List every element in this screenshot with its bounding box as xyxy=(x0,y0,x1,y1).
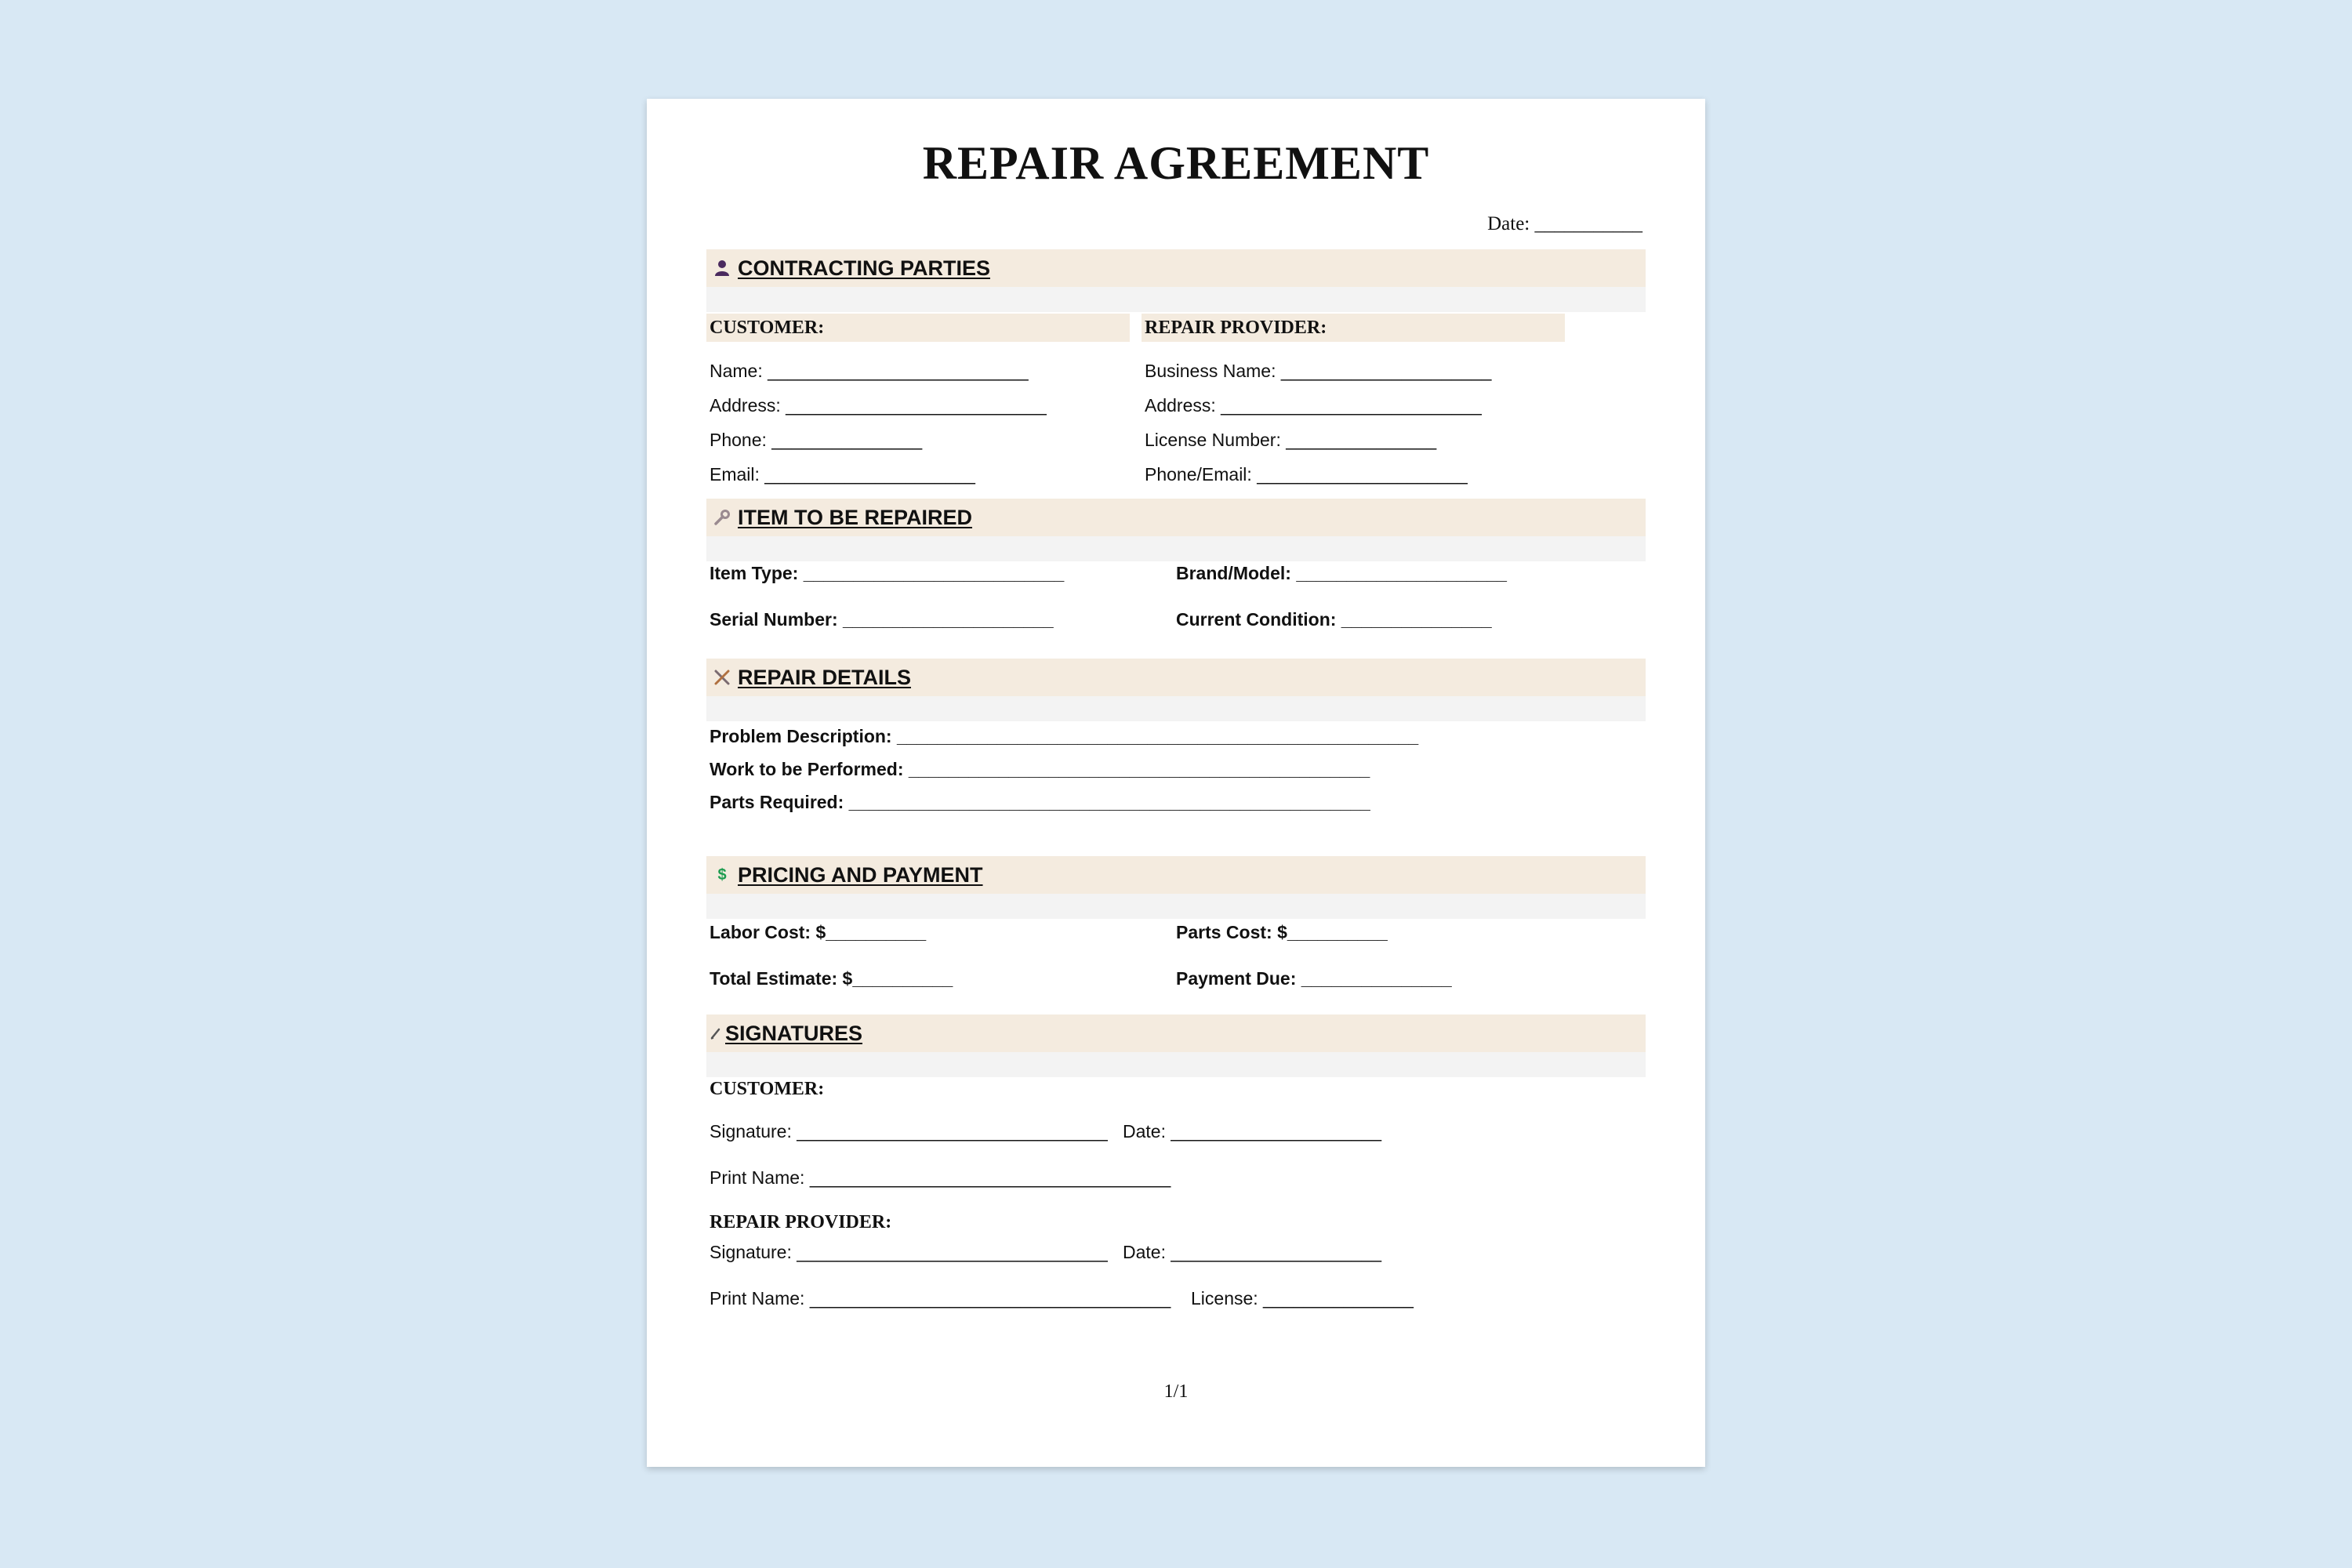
problem-description-field[interactable]: Problem Description: ____________________________________________________ xyxy=(710,726,1419,746)
current-condition-field[interactable]: Current Condition: _______________ xyxy=(1176,609,1492,630)
provider-license-field[interactable]: License Number: _______________ xyxy=(1145,430,1437,450)
provider-address-field[interactable]: Address: __________________________ xyxy=(1145,395,1482,416)
customer-address-field[interactable]: Address: __________________________ xyxy=(710,395,1047,416)
customer-phone-field[interactable]: Phone: _______________ xyxy=(710,430,923,450)
page-number: 1/1 xyxy=(1163,1381,1189,1402)
section-subband xyxy=(706,287,1646,312)
parts-cost-field[interactable]: Parts Cost: $__________ xyxy=(1176,922,1388,942)
section-title: PRICING AND PAYMENT xyxy=(738,863,983,887)
work-to-be-performed-field[interactable]: Work to be Performed: ______________________________________________ xyxy=(710,759,1370,779)
document-date: Date: ___________ xyxy=(1487,213,1642,234)
signatures-provider-heading: REPAIR PROVIDER: xyxy=(710,1212,892,1232)
customer-email-field[interactable]: Email: _____________________ xyxy=(710,464,975,485)
section-title: CONTRACTING PARTIES xyxy=(738,256,990,280)
customer-print-name-field[interactable]: Print Name: ____________________________________ xyxy=(710,1167,1171,1188)
section-header-repair-details xyxy=(706,659,1646,696)
item-type-field[interactable]: Item Type: __________________________ xyxy=(710,563,1065,583)
brand-model-field[interactable]: Brand/Model: _____________________ xyxy=(1176,563,1507,583)
section-header-contracting-parties xyxy=(706,249,1646,287)
wrench-icon xyxy=(713,508,731,527)
customer-name-field[interactable]: Name: __________________________ xyxy=(710,361,1029,381)
section-title: SIGNATURES xyxy=(725,1022,863,1045)
provider-license-signature-field[interactable]: License: _______________ xyxy=(1191,1288,1414,1308)
total-estimate-field[interactable]: Total Estimate: $__________ xyxy=(710,968,953,989)
section-title: ITEM TO BE REPAIRED xyxy=(738,506,973,529)
tools-icon xyxy=(713,668,731,687)
labor-cost-field[interactable]: Labor Cost: $__________ xyxy=(710,922,927,942)
serial-number-field[interactable]: Serial Number: _____________________ xyxy=(710,609,1054,630)
section-title: REPAIR DETAILS xyxy=(738,666,912,689)
pen-icon xyxy=(710,1024,722,1043)
signatures-customer-heading: CUSTOMER: xyxy=(710,1079,825,1099)
provider-print-name-field[interactable]: Print Name: ____________________________________ xyxy=(710,1288,1171,1308)
customer-signature-field[interactable]: Signature: _______________________________ xyxy=(710,1121,1108,1142)
payment-due-field[interactable]: Payment Due: _______________ xyxy=(1176,968,1452,989)
provider-phone-email-field[interactable]: Phone/Email: _____________________ xyxy=(1145,464,1468,485)
customer-heading: CUSTOMER: xyxy=(706,314,1130,342)
section-header-pricing xyxy=(706,856,1646,894)
section-subband xyxy=(706,536,1646,561)
parts-required-field[interactable]: Parts Required: ____________________________________________________ xyxy=(710,792,1370,812)
provider-signature-field[interactable]: Signature: _______________________________ xyxy=(710,1242,1108,1262)
provider-business-name-field[interactable]: Business Name: _____________________ xyxy=(1145,361,1492,381)
section-subband xyxy=(706,894,1646,919)
person-icon xyxy=(713,259,731,278)
provider-signature-date-field[interactable]: Date: _____________________ xyxy=(1123,1242,1381,1262)
document-page xyxy=(647,99,1705,1467)
section-subband xyxy=(706,1052,1646,1077)
document-title: REPAIR AGREEMENT xyxy=(922,137,1430,189)
customer-signature-date-field[interactable]: Date: _____________________ xyxy=(1123,1121,1381,1142)
provider-heading: REPAIR PROVIDER: xyxy=(1142,314,1565,342)
section-subband xyxy=(706,696,1646,721)
section-header-item xyxy=(706,499,1646,536)
section-header-signatures xyxy=(706,1014,1646,1052)
dollar-icon: $ xyxy=(717,866,727,884)
